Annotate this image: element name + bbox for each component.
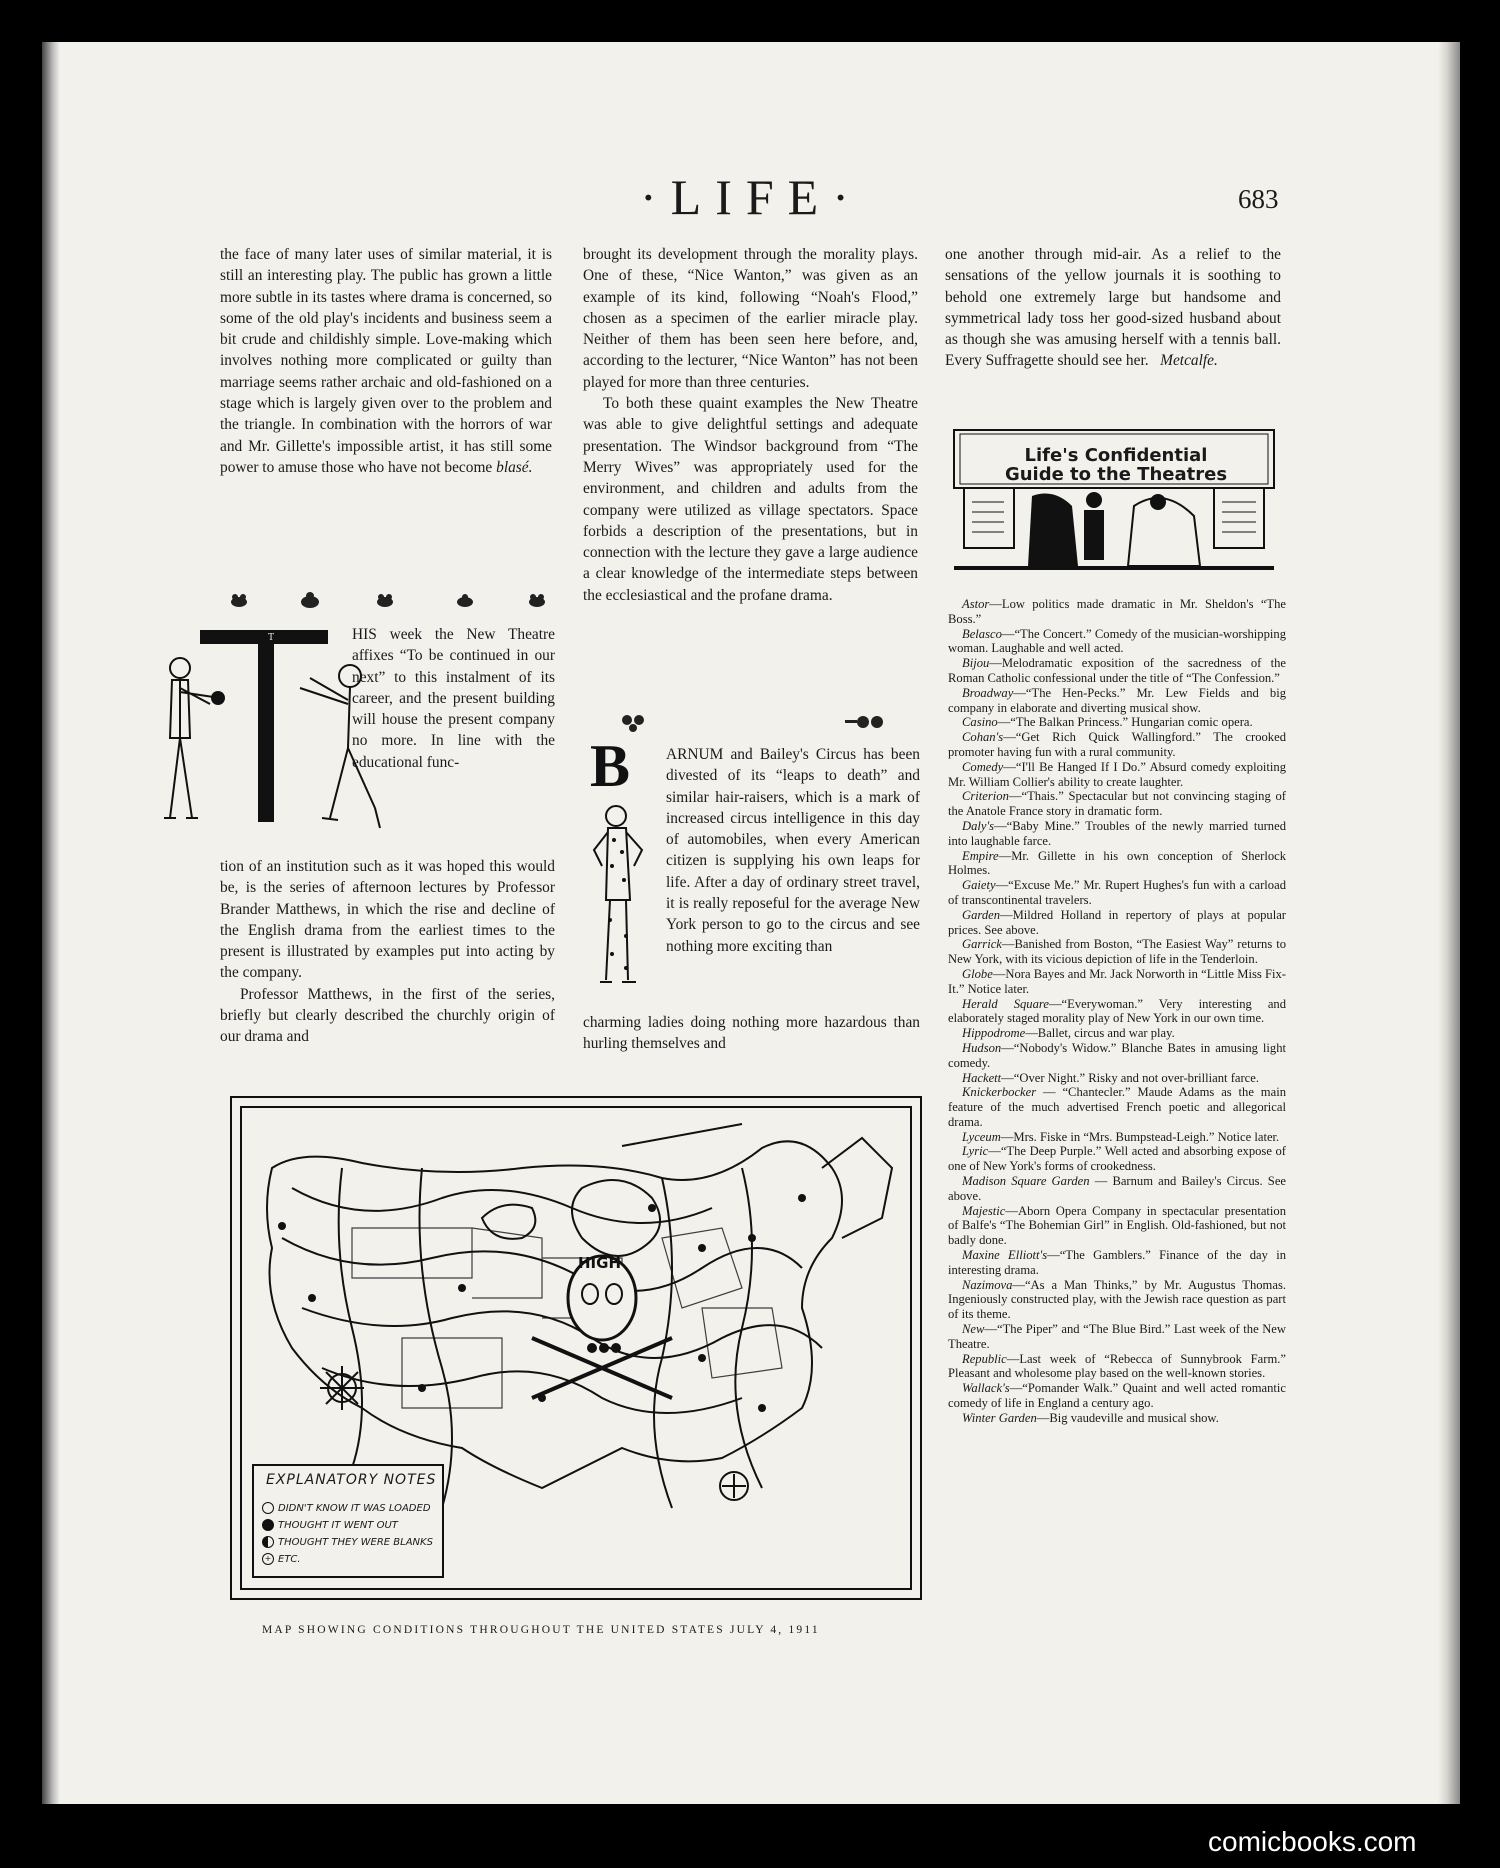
theatre-name: Daly's xyxy=(962,818,995,833)
legend-item: DIDN'T KNOW IT WAS LOADED xyxy=(262,1502,431,1514)
theatre-guide-entry xyxy=(948,730,1286,760)
theatre-guide-entry xyxy=(948,819,1286,849)
theatre-review: —“The Piper” and “The Blue Bird.” Last week of the New Theatre. xyxy=(948,1322,1286,1351)
theatre-guide-entry xyxy=(948,1041,1286,1071)
ornament-row-2 xyxy=(615,710,895,734)
theatre-review: —“The Hen-Pecks.” Mr. Lew Fields and big company in elaborate and diverting musical show. xyxy=(948,685,1286,715)
masthead-title: ·LIFE· xyxy=(640,169,863,225)
theatre-guide-entry xyxy=(948,1381,1286,1411)
theatre-review: — “Chantecler.” Maude Adams as the main feature of the much advertised French poetic and allegorical drama. xyxy=(948,1085,1286,1129)
theatre-name: Broadway xyxy=(962,685,1014,700)
theatre-guide-entry xyxy=(948,627,1286,657)
theatre-guide-entry xyxy=(948,908,1286,938)
theatre-name: Gaiety xyxy=(962,878,996,893)
theatre-guide-title xyxy=(966,446,1266,484)
theatre-name: Majestic xyxy=(962,1203,1006,1218)
column-2-dropcap-text: ARNUM and Bailey's Circus has been divested of its “leaps to death” and similar hair-raisers, which is a mark of increased circus intelligence in this day of automobiles, when every American citizen is supplying his own leaps for life. After a day of ordinary street travel, it is really reposeful for the average New York person to go to the circus and see nothing more exciting than xyxy=(666,746,920,955)
theatre-name: Comedy xyxy=(962,759,1004,774)
column-2-bottom: charming ladies doing nothing more hazardous than hurling themselves and xyxy=(583,1014,920,1053)
author-signature: Metcalfe. xyxy=(1160,352,1218,370)
theatre-guide-entry xyxy=(948,937,1286,967)
theatre-name: Astor xyxy=(962,597,990,611)
theatre-guide-entry xyxy=(948,1352,1286,1382)
theatre-review: —“Excuse Me.” Mr. Rupert Hughes's fun with a carload of transcontinental travelers. xyxy=(948,878,1286,907)
theatre-name: Hudson xyxy=(962,1040,1002,1055)
legend-empty-circle-icon xyxy=(262,1502,274,1514)
theatre-guide-title-line-2: Guide to the Theatres xyxy=(1004,464,1228,485)
theatre-guide-entry xyxy=(948,1174,1286,1204)
column-2-para-1: brought its development through the morality plays. One of these, “Nice Wanton,” was given as an example of its kind, following “Noah's Flood,” chosen as a specimen of the earlier miracle play. Neither of them has been seen here before, and, according to the lecturer, “Nice Wanton” has not been played for more than three centuries. xyxy=(583,246,918,391)
theatre-name: Empire xyxy=(962,848,999,863)
theatre-guide-entry xyxy=(948,686,1286,716)
theatre-guide-entry xyxy=(948,760,1286,790)
theatre-name: Republic xyxy=(962,1351,1007,1366)
theatre-name: Herald Square xyxy=(962,996,1049,1011)
map-legend-title: EXPLANATORY NOTES xyxy=(266,1472,437,1488)
column-1-matthews-text: Professor Matthews, in the first of the series, briefly but clearly described the churchly origin of our drama and xyxy=(220,985,555,1046)
theatre-name: New xyxy=(962,1322,985,1337)
theatre-review: —Banished from Boston, “The Easiest Way” returns to New York, with its vicious depiction of life in the Tenderloin. xyxy=(948,937,1286,967)
theatre-name: Lyceum xyxy=(962,1129,1001,1144)
dropcap-t-letter: T xyxy=(268,632,275,643)
theatre-guide-entry xyxy=(948,597,1286,627)
legend-item: THOUGHT IT WENT OUT xyxy=(262,1519,398,1531)
theatre-guide-entry xyxy=(948,789,1286,819)
theatre-name: Lyric xyxy=(962,1144,989,1159)
dropcap-b-letter: B xyxy=(590,740,631,799)
theatre-review: —“The Concert.” Comedy of the musician-worshipping woman. Laughable and well acted. xyxy=(948,626,1286,656)
theatre-guide-entry xyxy=(948,1026,1286,1041)
theatre-name: Maxine Elliott's xyxy=(962,1248,1048,1263)
theatre-name: Bijou xyxy=(962,656,990,671)
theatre-guide-entry xyxy=(948,967,1286,997)
watermark: comicbooks.com xyxy=(1208,1826,1417,1857)
column-3-top xyxy=(945,244,1281,372)
theatre-name: Hackett xyxy=(962,1070,1002,1085)
theatre-name: Garden xyxy=(962,907,1001,922)
theatre-name: Hippodrome xyxy=(962,1026,1026,1041)
theatre-name: Madison Square Garden xyxy=(962,1174,1090,1189)
ornament-row-1 xyxy=(225,588,550,616)
theatre-review: —Aborn Opera Company in spectacular presentation of Balfe's “The Bohemian Girl” in English. Old-fashioned, but not badly done. xyxy=(948,1203,1286,1248)
theatre-guide-entry xyxy=(948,1278,1286,1322)
theatre-review: —“I'll Be Hanged If I Do.” Absurd comedy exploiting Mr. William Collier's ability to create laughter. xyxy=(948,759,1286,789)
theatre-review: —“Everywoman.” Very interesting and elaborately staged morality play of New York in our own time. xyxy=(948,996,1287,1026)
legend-half-circle-icon xyxy=(262,1536,274,1548)
theatre-review: —“Baby Mine.” Troubles of the newly married turned into laughable farce. xyxy=(948,818,1286,848)
weather-map-frame xyxy=(230,1096,922,1600)
theatre-review: —Low politics made dramatic in Mr. Sheldon's “The Boss.” xyxy=(948,597,1286,626)
page-spine xyxy=(42,42,60,1804)
theatre-name: Belasco xyxy=(962,626,1002,641)
theatre-review: —Last week of “Rebecca of Sunnybrook Farm.” Pleasant and wholesome play based on the well-known stories. xyxy=(948,1351,1286,1381)
theatre-review: —Ballet, circus and war play. xyxy=(1025,1026,1175,1041)
legend-item: THOUGHT THEY WERE BLANKS xyxy=(262,1536,433,1548)
theatre-review: —Mildred Holland in repertory of plays at popular prices. See above. xyxy=(948,907,1286,937)
theatre-guide-entry xyxy=(948,1411,1286,1426)
page-number: 683 xyxy=(1238,184,1279,214)
dropcap-b-illustration xyxy=(582,740,672,992)
theatre-name: Globe xyxy=(962,966,993,981)
theatre-guide-list xyxy=(948,597,1286,1426)
page-edge xyxy=(1438,42,1460,1804)
theatre-guide-entry xyxy=(948,715,1286,730)
theatre-review: —“Nobody's Widow.” Blanche Bates in amusing light comedy. xyxy=(948,1040,1286,1070)
theatre-guide-entry xyxy=(948,1204,1286,1248)
column-1-lectures xyxy=(220,856,555,1048)
theatre-review: —“Get Rich Quick Wallingford.” The crooked promoter having fun with a rural community. xyxy=(948,730,1286,759)
map-caption: MAP SHOWING CONDITIONS THROUGHOUT THE UNITED STATES JULY 4, 1911 xyxy=(262,1624,820,1636)
theatre-review: —“Over Night.” Risky and not over-brilliant farce. xyxy=(1001,1070,1260,1085)
theatre-name: Casino xyxy=(962,715,998,730)
theatre-guide-entry xyxy=(948,1322,1286,1352)
column-2-para-2: To both these quaint examples the New Theatre was able to give delightful settings and adequate presentation. The Windsor background from “The Merry Wives” was appropriately used for the environment, and children and adults from the company were utilized as village spectators. Space forbids a description of the presentations, but in connection with the lecture they gave a large audience a clear knowledge of the intermediate steps between the ecclesiastical and the profane drama. xyxy=(583,395,918,604)
theatre-guide-entry xyxy=(948,997,1286,1027)
theatre-guide-entry xyxy=(948,849,1286,879)
theatre-review: — Barnum and Bailey's Circus. See above. xyxy=(948,1174,1286,1203)
theatre-review: —“The Gamblers.” Finance of the day in interesting drama. xyxy=(948,1248,1286,1277)
theatre-name: Knickerbocker xyxy=(962,1085,1037,1100)
theatre-guide-title-line-1: Life's Confidential xyxy=(1024,445,1208,466)
column-1-lectures-text: tion of an institution such as it was hoped this would be, is the series of afternoon lectures by Professor Brander Matthews, in which the rise and decline of the English drama from the earliest times to the present is illustrated by examples put into acting by the company. xyxy=(220,858,555,982)
theatre-guide-entry xyxy=(948,1085,1286,1129)
map-legend xyxy=(252,1464,444,1578)
theatre-guide-entry xyxy=(948,656,1286,686)
blase-word: blasé. xyxy=(496,458,533,476)
theatre-review: —Mrs. Fiske in “Mrs. Bumpstead-Leigh.” Notice later. xyxy=(1000,1129,1280,1144)
theatre-name: Nazimova xyxy=(962,1277,1013,1292)
column-1-intro-text: the face of many later uses of similar material, it is still an interesting play. The public has grown a little more subtle in its tastes where drama is concerned, so some of the old play's incidents and business seem a bit crude and childishly simple. Love-making which involves nothing more complicated or guilty than marriage seems rather archaic and old-fashioned on a stage which is largely given over to the problem and the triangle. In combination with the horrors of war and Mr. Gillette's impossible artist, it has still some power to amuse those who have not become xyxy=(220,246,552,476)
theatre-name: Winter Garden xyxy=(962,1410,1037,1425)
theatre-name: Wallack's xyxy=(962,1381,1010,1396)
theatre-guide-entry xyxy=(948,1071,1286,1086)
column-2-top xyxy=(583,244,918,606)
theatre-guide-entry xyxy=(948,1144,1286,1174)
theatre-review: —Mr. Gillette in his own conception of Sherlock Holmes. xyxy=(948,848,1286,878)
theatre-review: —Big vaudeville and musical show. xyxy=(1036,1410,1219,1425)
theatre-review: —“Thais.” Spectacular but not convincing staging of the Anatole France story in dramatic form. xyxy=(948,789,1286,819)
theatre-review: —“The Balkan Princess.” Hungarian comic opera. xyxy=(997,715,1253,730)
weather-map xyxy=(240,1106,912,1590)
column-1-intro xyxy=(220,244,552,478)
theatre-review: —“Pomander Walk.” Quaint and well acted romantic comedy of life in England a century ago. xyxy=(948,1381,1286,1411)
theatre-review: —Melodramatic exposition of the sacredness of the Roman Catholic confessional under the title of “The Confession.” xyxy=(948,656,1286,685)
theatre-name: Garrick xyxy=(962,937,1002,952)
map-high-label: HIGH xyxy=(578,1254,622,1272)
column-3-para-1: one another through mid-air. As a relief to the sensations of the yellow journals it is soothing to behold one extremely large but handsome and symmetrical lady toss her good-sized husband about as though she was amusing herself with a tennis ball. Every Suffragette should see her. xyxy=(945,246,1281,370)
legend-cross-circle-icon: + xyxy=(262,1553,274,1565)
theatre-review: —Nora Bayes and Mr. Jack Norworth in “Little Miss Fix-It.” Notice later. xyxy=(948,966,1286,996)
theatre-guide-entry xyxy=(948,878,1286,908)
column-1-dropcap-text: HIS week the New Theatre affixes “To be continued in our next” to this instalment of its career, and the present building will house the present company no more. In line with the educational func- xyxy=(352,626,555,771)
theatre-guide-entry xyxy=(948,1248,1286,1278)
theatre-name: Criterion xyxy=(962,789,1009,804)
theatre-guide-entry xyxy=(948,1130,1286,1145)
legend-filled-circle-icon xyxy=(262,1519,274,1531)
theatre-name: Cohan's xyxy=(962,730,1004,745)
theatre-review: —“The Deep Purple.” Well acted and absorbing expose of one of New York's forms of crookedness. xyxy=(948,1144,1286,1174)
theatre-review: —“As a Man Thinks,” by Mr. Augustus Thomas. Ingeniously constructed play, with the Jewish race question as part of its theme. xyxy=(948,1277,1286,1322)
legend-item: + ETC. xyxy=(262,1553,301,1565)
